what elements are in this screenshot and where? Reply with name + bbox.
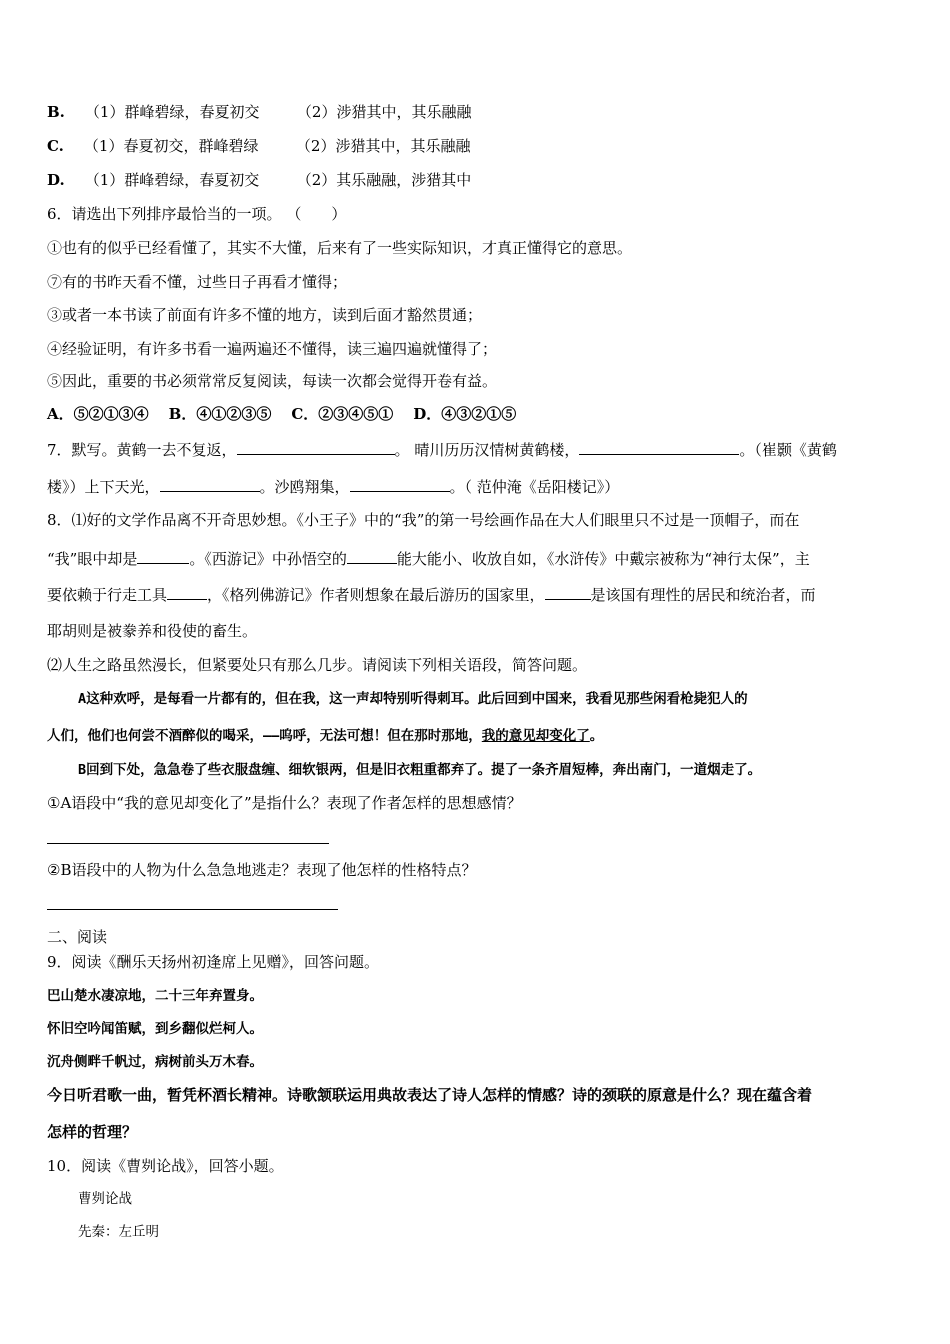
fill-blank[interactable] [237, 439, 395, 455]
q6-option: D．④③②①⑤ [413, 405, 517, 423]
option-b [47, 102, 471, 122]
option-letter: C. [47, 137, 64, 155]
option-part2: （2）其乐融融，涉猎其中 [296, 171, 472, 189]
q7-line2 [47, 476, 619, 497]
option-part2: （2）涉猎其中，其乐融融 [296, 103, 472, 121]
q8-text: 是该国有理性的居民和统治者，而 [590, 586, 816, 604]
fill-blank[interactable] [347, 548, 397, 564]
q8-text: ，《格列佛游记》作者则想象在最后游历的国家里， [207, 586, 545, 604]
q8-line: 耶胡则是被豢养和役使的畜生。 [47, 622, 258, 640]
underlined-phrase: 我的意见却变化了 [481, 728, 590, 744]
q9-question [47, 1085, 812, 1105]
fill-blank[interactable] [350, 476, 450, 492]
q8-text: “我”眼中却是 [47, 550, 138, 568]
poem-line: 沉舟侧畔千帆过，病树前头万木春。 [47, 1054, 263, 1070]
option-d [47, 170, 471, 190]
fill-blank[interactable] [579, 439, 739, 455]
q6-option: B．④①②③⑤ [168, 405, 272, 423]
answer-line[interactable] [47, 909, 338, 910]
passage-title: 曹刿论战 [78, 1191, 132, 1207]
q8-line: 8．⑴好的文学作品离不开奇思妙想。《小王子》中的“我”的第一号绘画作品在大人们眼里只不过是一顶帽子，而在 [47, 511, 800, 529]
q8-text: 能大能小、收放自如，《水浒传》中戴宗被称为“神行太保”，主 [396, 550, 810, 568]
q6-options [47, 404, 516, 424]
q6-item: ④经验证明，有许多书看一遍两遍还不懂得，读三遍四遍就懂得了； [47, 340, 498, 358]
fill-blank[interactable] [137, 548, 189, 564]
poem-line: 巴山楚水凄凉地，二十三年弃置身。 [47, 988, 263, 1004]
q7-text: 。（ 范仲淹《岳阳楼记》） [449, 478, 620, 496]
passage-a: A这种欢呼，是每看一片都有的，但在我，这一声却特别听得刺耳。此后回到中国来，我看见那些闲看枪毙犯人的 [78, 691, 748, 707]
fill-blank[interactable] [160, 476, 260, 492]
q8-sub-question: ①A语段中“我的意见却变化了”是指什么？表现了作者怎样的思想感情？ [47, 794, 522, 812]
q6-item: ①也有的似乎已经看懂了，其实不大懂，后来有了一些实际知识，才真正懂得它的意思。 [47, 239, 633, 257]
q8-text: 。《西游记》中孙悟空的 [189, 550, 347, 568]
option-part1: （1）群峰碧绿，春夏初交 [84, 103, 260, 121]
q7-line1 [47, 439, 837, 460]
option-c [47, 136, 470, 156]
passage-text: 。 [589, 728, 604, 744]
passage-text: 人们，他们也何尝不酒醉似的喝采，——呜呼，无法可想！但在那时那地， [47, 728, 482, 744]
q6-option: A．⑤②①③④ [47, 405, 149, 423]
option-letter: B. [47, 103, 65, 121]
q9-stem: 9．阅读《酬乐天扬州初逢席上见赠》，回答问题。 [47, 953, 380, 971]
q7-text: 。沙鸥翔集， [259, 478, 350, 496]
passage-a-cont [47, 726, 603, 746]
q8-line [47, 548, 810, 569]
q7-text: 。（崔颢《黄鹤 [739, 441, 837, 459]
q6-item: ⑦有的书昨天看不懂，过些日子再看才懂得； [47, 273, 348, 291]
option-letter: D. [47, 171, 65, 189]
q6-item: ⑤因此，重要的书必须常常反复阅读，每读一次都会觉得开卷有益。 [47, 372, 498, 390]
q7-text: 楼》）上下天光， [47, 478, 160, 496]
q6-stem: 6．请选出下列排序最恰当的一项。 （ ） [47, 205, 347, 223]
q6-option: C．②③④⑤① [291, 405, 394, 423]
option-part1: （1）春夏初交，群峰碧绿 [83, 137, 259, 155]
q9-question-cont: 怎样的哲理？ [47, 1123, 138, 1141]
poem-line: 怀旧空吟闻笛赋，到乡翻似烂柯人。 [47, 1021, 263, 1037]
q6-item: ③或者一本书读了前面有许多不懂的地方，读到后面才豁然贯通； [47, 306, 483, 324]
option-part2: （2）涉猎其中，其乐融融 [295, 137, 471, 155]
q7-text: 。 晴川历历汉情树黄鹤楼， [394, 441, 580, 459]
poem-last-line: 今日听君歌一曲，暂凭杯酒长精神。 [47, 1086, 288, 1104]
section-heading: 二、阅读 [47, 928, 108, 946]
q7-text: 7．默写。黄鹤一去不复返， [47, 441, 237, 459]
fill-blank[interactable] [545, 584, 591, 600]
q9-question-text: 诗歌颔联运用典故表达了诗人怎样的情感？诗的颈联的原意是什么？现在蕴含着 [287, 1086, 813, 1104]
fill-blank[interactable] [167, 584, 207, 600]
answer-line[interactable] [47, 843, 329, 844]
q8-text: 要依赖于行走工具 [47, 586, 168, 604]
q8-sub-question: ②B语段中的人物为什么急急地逃走？表现了他怎样的性格特点？ [47, 861, 477, 879]
passage-b: B回到下处，急急卷了些衣服盘缠、细软银两，但是旧衣粗重都弃了。提了一条齐眉短棒，奔出南门，一道烟走了。 [78, 762, 762, 778]
option-part1: （1）群峰碧绿，春夏初交 [84, 171, 260, 189]
q10-stem: 10．阅读《曹刿论战》，回答小题。 [47, 1157, 284, 1175]
passage-author: 先秦：左丘明 [78, 1224, 159, 1240]
q8-part2: ⑵人生之路虽然漫长，但紧要处只有那么几步。请阅读下列相关语段，简答问题。 [47, 656, 588, 674]
q8-line [47, 584, 816, 605]
